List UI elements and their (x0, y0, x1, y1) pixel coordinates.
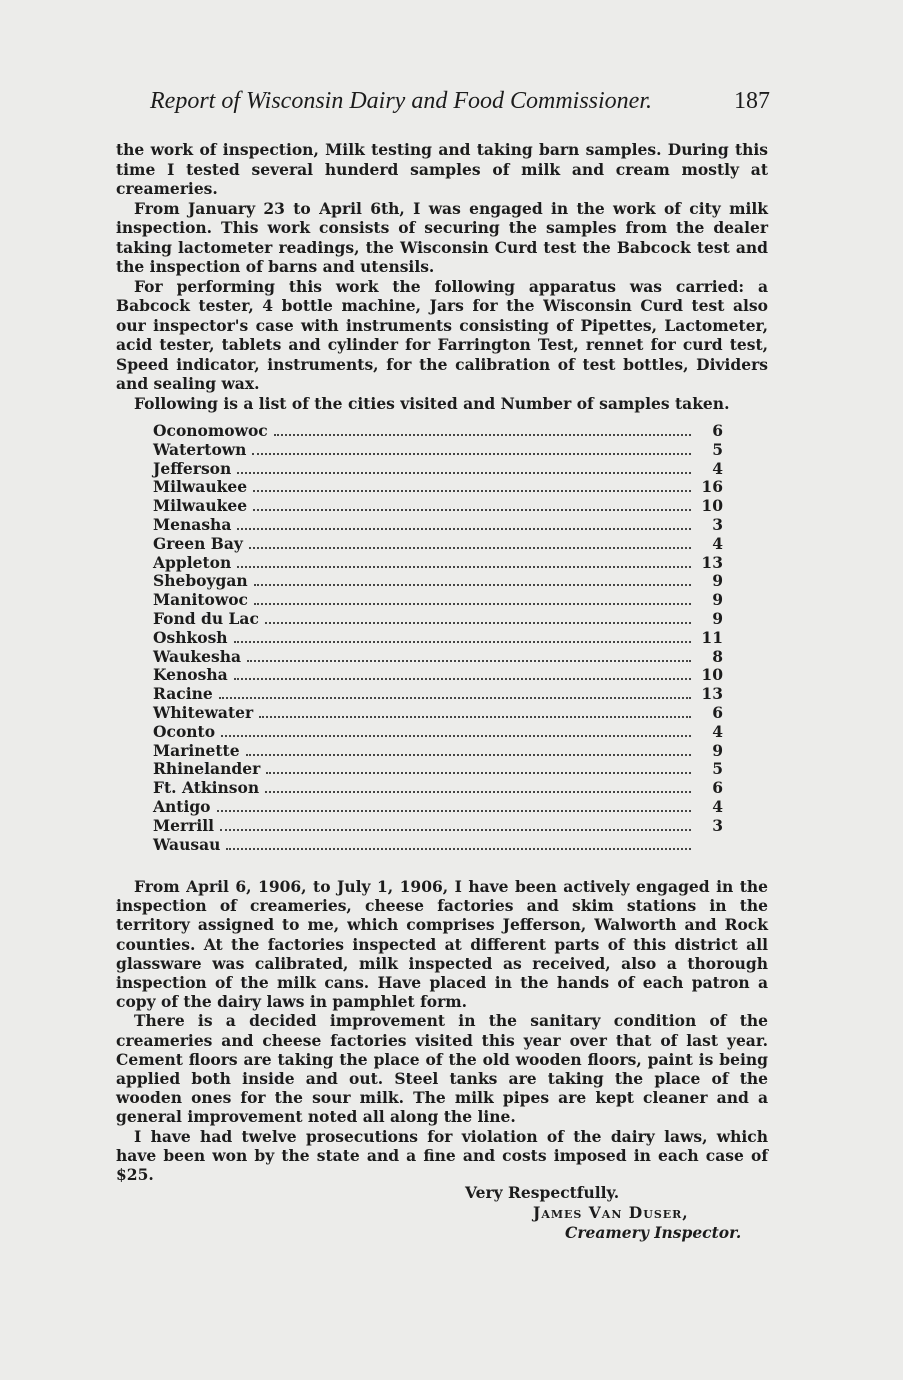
sample-count: 11 (701, 627, 723, 647)
dot-leader (234, 641, 691, 643)
dot-leader (253, 509, 691, 511)
dot-leader (249, 547, 691, 549)
dot-leader (220, 829, 691, 831)
paragraph: From January 23 to April 6th, I was engaged in the work of city milk inspection. This work consists of securing the samples from the dealer taking lactometer readings, the Wisconsin Curd test the Babcock test and the inspection of barns and utensils. (116, 198, 768, 276)
paragraph: the work of inspection, Milk testing and taking barn samples. During this time I tested several hunderd samples of milk and cream mostly at creameries. (116, 140, 768, 198)
body-text-bottom (116, 877, 768, 1184)
signatory-name: James Van Duser, (533, 1203, 689, 1222)
city-row (153, 742, 723, 761)
city-row (153, 516, 723, 535)
city-name: Oconomowoc (153, 421, 268, 440)
city-name: Rhinelander (153, 759, 261, 779)
page-header (150, 88, 770, 115)
paragraph: For performing this work the following apparatus was carried: a Babcock tester, 4 bottle machine, Jars for the Wisconsin Curd test also our inspector's case with instruments consisting of Pipettes, Lactometer, acid tester, tablets and cylinder for Farrington Test, rennet for curd test, Speed indicator, instruments, for the calibration of test bottles, Dividers and sealing wax. (116, 276, 768, 393)
sample-count: 10 (701, 665, 723, 685)
city-name: Racine (153, 684, 213, 704)
sample-count: 3 (712, 514, 723, 534)
dot-leader (246, 754, 691, 756)
sample-count: 10 (701, 496, 723, 516)
sample-count: 16 (701, 477, 723, 497)
city-name: Kenosha (153, 665, 228, 685)
paragraph: I have had twelve prosecutions for violation of the dairy laws, which have been won by the state and a fine and costs imposed in each case of $25. (116, 1126, 768, 1185)
sample-count: 9 (712, 590, 723, 610)
page-title: Report of Wisconsin Dairy and Food Commissioner. (150, 88, 652, 114)
city-name: Ft. Atkinson (153, 778, 260, 798)
body-text-top (116, 140, 768, 413)
city-row (153, 760, 723, 779)
paragraph: From April 6, 1906, to July 1, 1906, I have been actively engaged in the inspection of creameries, cheese factories and skim stations in the territory assigned to me, which comprises Jefferson, Walworth and Rock counties. At the factories inspected at different parts of this district all glassware was calibrated, milk inspected as received, also a thorough inspection of the milk cans. Have placed in the hands of each patron a copy of the dairy laws in pamphlet form. (116, 877, 768, 1012)
city-row (153, 798, 723, 817)
city-row (153, 666, 723, 685)
city-name: Wausau (153, 834, 221, 854)
paragraph: Following is a list of the cities visited and Number of samples taken. (134, 393, 730, 413)
paragraph: There is a decided improvement in the sanitary condition of the creameries and cheese factories visited this year over that of last year. Cement floors are taking the place of the old wooden floors, paint is being applied both inside and out. Steel tanks are taking the place of the wooden ones for the sour milk. The milk pipes are kept cleaner and a general improvement noted all along the line. (116, 1011, 768, 1127)
sample-count: 9 (712, 608, 723, 628)
sample-count: 9 (712, 571, 723, 591)
dot-leader (265, 622, 691, 624)
sample-count: 6 (712, 702, 723, 722)
sample-count: 3 (712, 815, 723, 835)
city-row (153, 704, 723, 723)
page-number: 187 (734, 88, 770, 114)
closing: Very Respectfully. (465, 1183, 620, 1202)
sample-count: 6 (712, 421, 723, 440)
city-name: Marinette (153, 740, 240, 760)
sample-count: 4 (712, 458, 723, 478)
sample-count: 8 (712, 646, 723, 666)
city-row (153, 723, 723, 742)
sample-count: 5 (712, 759, 723, 779)
city-name: Manitowoc (153, 590, 248, 610)
sample-count: 4 (712, 533, 723, 553)
city-name: Milwaukee (153, 496, 248, 516)
sample-count: 5 (712, 439, 723, 459)
city-row (153, 572, 723, 591)
city-row (153, 460, 723, 479)
city-sample-list (153, 422, 723, 854)
dot-leader (254, 603, 691, 605)
dot-leader (219, 697, 691, 699)
city-row (153, 610, 723, 629)
city-row (153, 478, 723, 497)
dot-leader (253, 490, 691, 492)
dot-leader (254, 584, 691, 586)
dot-leader (237, 472, 691, 474)
city-name: Fond du Lac (153, 608, 259, 628)
city-row (153, 779, 723, 798)
city-name: Menasha (153, 514, 232, 534)
city-row (153, 591, 723, 610)
sample-count: 9 (712, 740, 723, 760)
dot-leader (247, 660, 691, 662)
city-row (153, 836, 723, 855)
signatory-title: Creamery Inspector. (565, 1223, 742, 1242)
dot-leader (274, 434, 691, 436)
city-row (153, 535, 723, 554)
dot-leader (252, 453, 691, 455)
city-row (153, 817, 723, 836)
sample-count: 6 (712, 778, 723, 798)
city-name: Sheboygan (153, 571, 248, 591)
city-name: Oconto (153, 721, 216, 741)
dot-leader (221, 735, 691, 737)
sample-count: 4 (712, 796, 723, 816)
dot-leader (234, 678, 691, 680)
city-name: Green Bay (153, 533, 243, 553)
sample-count: 4 (712, 721, 723, 741)
dot-leader (237, 566, 691, 568)
signoff (465, 1183, 741, 1243)
city-row (153, 685, 723, 704)
city-name: Milwaukee (153, 477, 248, 497)
city-row (153, 422, 723, 441)
city-name: Whitewater (153, 702, 254, 722)
city-name: Watertown (153, 439, 247, 459)
city-row (153, 554, 723, 573)
city-row (153, 648, 723, 667)
city-name: Jefferson (153, 458, 232, 478)
dot-leader (266, 772, 691, 774)
dot-leader (217, 810, 691, 812)
dot-leader (237, 528, 691, 530)
dot-leader (259, 716, 691, 718)
sample-count: 13 (701, 552, 723, 572)
city-name: Waukesha (153, 646, 242, 666)
dot-leader (226, 848, 691, 850)
city-row (153, 629, 723, 648)
city-name: Antigo (153, 796, 211, 816)
sample-count: 13 (701, 684, 723, 704)
city-row (153, 441, 723, 460)
city-row (153, 497, 723, 516)
dot-leader (265, 791, 691, 793)
city-name: Appleton (153, 552, 232, 572)
city-name: Merrill (153, 815, 215, 835)
city-name: Oshkosh (153, 627, 228, 647)
